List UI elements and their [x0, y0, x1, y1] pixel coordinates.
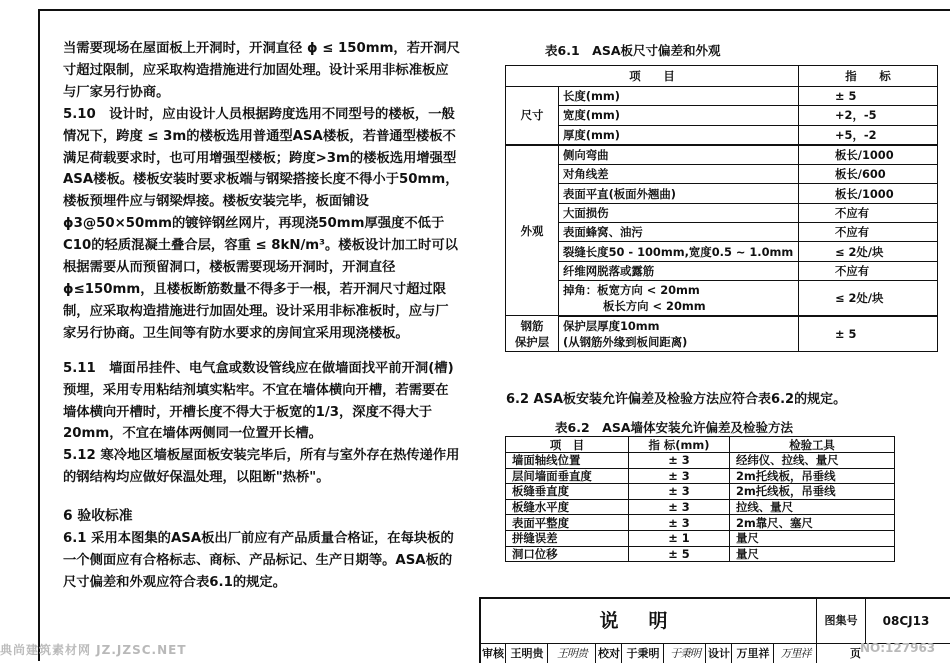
table-cell: 表面平整度 [506, 515, 629, 531]
watermark-right: NO:127963 [860, 641, 936, 655]
table-cell: 2m托线板，吊垂线 [730, 468, 895, 484]
table-cell: ± 3 [629, 484, 730, 500]
paragraph-5-11: 5.11 墙面吊挂件、电气盒或数设管线应在做墙面找平前开洞(槽)预埋，采用专用粘结剂填实粘牢。不宜在墙体横向开槽，若需要在墙体横向开槽时，开槽长度不得大于板宽的1/3，深度不得大于20mm，不宜在墙体两侧同一位置开长槽。 [63, 360, 454, 442]
table2-caption: 表6.2 ASA墙体安装允许偏差及检验方法 [555, 420, 793, 435]
table1-header-spec: 指 标 [799, 66, 938, 87]
table-cell: 不应有 [799, 261, 938, 280]
table-cell-cover-thickness [559, 316, 799, 352]
table-cell: 裂缝长度50 - 100mm,宽度0.5 ~ 1.0mm [559, 242, 799, 261]
table-cell: 量尺 [730, 546, 895, 562]
paragraph-intro: 当需要现场在屋面板上开洞时，开洞直径 ϕ ≤ 150mm，若开洞尺寸超过限制，应采取构造措施进行加固处理。设计采用非标准板应与厂家另行协商。 [63, 41, 460, 100]
table-cell-corner-loss [559, 280, 799, 316]
table-cell: 表面蜂窝、油污 [559, 223, 799, 242]
table-row [506, 515, 895, 531]
table1-dimension-appearance [505, 65, 938, 352]
checker-signature: 于秉明 [665, 644, 706, 663]
table-cell: 不应有 [799, 223, 938, 242]
paragraph-6-1: 6.1 采用本图集的ASA板出厂前应有产品质量合格证，在每块板的一个侧面应有合格标志、商标、产品标记、生产日期等。ASA板的尺寸偏差和外观应符合表6.1的规定。 [63, 531, 454, 590]
table-cell: 长度(mm) [559, 87, 799, 106]
group-name-line2: 保护层 [514, 334, 550, 349]
table-cell: ± 3 [629, 499, 730, 515]
atlas-number-label: 图集号 [817, 599, 866, 643]
left-text-column [63, 38, 461, 594]
table-cell: ± 3 [629, 453, 730, 469]
table-cell: 板缝垂直度 [506, 484, 629, 500]
table-cell: 板长/1000 [799, 184, 938, 203]
reviewer-name: 王明贵 [507, 644, 548, 663]
table-cell: 拼缝误差 [506, 530, 629, 546]
table1-group-size: 尺寸 [506, 87, 559, 145]
table-row [506, 499, 895, 515]
table-cell: 对角线差 [559, 165, 799, 184]
table1-group-appearance: 外观 [506, 145, 559, 316]
corner-loss-length: 板长方向 < 20mm [603, 298, 706, 313]
table-cell: 侧向弯曲 [559, 145, 799, 165]
cover-thickness-line1: 保护层厚度10mm [563, 318, 660, 333]
table2-header-tool: 检验工具 [730, 437, 895, 453]
table-cell: 2m靠尺、塞尺 [730, 515, 895, 531]
table-cell: 拉线、量尺 [730, 499, 895, 515]
design-label: 设计 [707, 644, 732, 663]
corner-loss-width: 掉角：板宽方向 < 20mm [563, 282, 700, 297]
table1-group-rebar-cover [506, 316, 559, 352]
frame-top-border [38, 9, 950, 11]
page-label: 页 [850, 647, 861, 660]
table-cell: ± 5 [799, 316, 938, 352]
table-cell: 宽度(mm) [559, 106, 799, 125]
table-cell: 大面损伤 [559, 203, 799, 222]
table-cell: +5，-2 [799, 125, 938, 145]
designer-name: 万里祥 [733, 644, 774, 663]
table-cell: ≤ 2处/块 [799, 280, 938, 316]
table-cell: 纤维网脱落或露筋 [559, 261, 799, 280]
table-cell: 板长/600 [799, 165, 938, 184]
table-cell: 经纬仪、拉线、量尺 [730, 453, 895, 469]
table-row [506, 546, 895, 562]
table-cell: +2，-5 [799, 106, 938, 125]
review-label: 审核 [481, 644, 506, 663]
table1-caption: 表6.1 ASA板尺寸偏差和外观 [545, 43, 721, 58]
table-cell: ± 5 [799, 87, 938, 106]
table-row [506, 468, 895, 484]
paragraph-5-12: 5.12 寒冷地区墙板屋面板安装完毕后，所有与室外存在热传递作用的钢结构均应做好保温处理，以阻断"热桥"。 [63, 448, 460, 486]
table1-header-item: 项 目 [506, 66, 799, 87]
table-cell: 表面平直(板面外翘曲) [559, 184, 799, 203]
watermark-left: 典尚建筑素材网 JZ.JZSC.NET [0, 643, 187, 657]
cover-thickness-line2: (从钢筋外缘到板间距离) [563, 334, 688, 349]
frame-left-border [38, 9, 40, 661]
table-cell: 板长/1000 [799, 145, 938, 165]
table-cell: 板缝水平度 [506, 499, 629, 515]
designer-signature: 万里祥 [775, 644, 817, 663]
table2-header-item: 项 目 [506, 437, 629, 453]
table-cell: 洞口位移 [506, 546, 629, 562]
table-row [506, 530, 895, 546]
checker-name: 于秉明 [623, 644, 664, 663]
table-cell: 层间墙面垂直度 [506, 468, 629, 484]
table-cell: 2m托线板，吊垂线 [730, 484, 895, 500]
table-cell: 不应有 [799, 203, 938, 222]
table-cell: 墙面轴线位置 [506, 453, 629, 469]
drawing-title: 说明 [481, 599, 817, 643]
note-6-2: 6.2 ASA板安装允许偏差及检验方法应符合表6.2的规定。 [506, 392, 847, 407]
table-cell: ± 3 [629, 468, 730, 484]
atlas-number: 08CJ13 [882, 614, 930, 628]
table-cell: ± 3 [629, 515, 730, 531]
reviewer-signature: 王明贵 [549, 644, 596, 663]
table-cell: 厚度(mm) [559, 125, 799, 145]
table2-installation-tolerance [505, 436, 895, 562]
table-cell: ± 1 [629, 530, 730, 546]
table2-header-spec: 指 标(mm) [629, 437, 730, 453]
table-row [506, 484, 895, 500]
table-cell: ≤ 2处/块 [799, 242, 938, 261]
table-cell: ± 5 [629, 546, 730, 562]
paragraph-5-10: 5.10 设计时，应由设计人员根据跨度选用不同型号的楼板，一般情况下，跨度 ≤ 3m的楼板选用普通型ASA楼板，若普通型楼板不满足荷载要求时，也可用增强型楼板；跨度>3m的楼板选用增强型ASA楼板。楼板安装时要求板端与钢梁搭接长度不得小于50mm，楼板预埋件应与钢梁焊接。楼板安装完毕，板面铺设ϕ3@50×50mm的镀锌钢丝网片，再现浇50mm厚强度不低于C10的轻质混凝土叠合层，容重 ≤ 8kN/m³。楼板设计加工时可以根据需要从而预留洞口，楼板需要现场开洞时，开洞直径ϕ≤150mm，且楼板断筋数量不得多于一根，若开洞尺寸超过限制，应采取构造措施进行加固处理。设计采用非标准板时，应与厂家另行协商。卫生间等有防水要求的房间宜采用现浇楼板。 [63, 106, 459, 341]
section-heading-6: 6 验收标准 [63, 508, 133, 525]
table-row [506, 453, 895, 469]
group-name-line1: 钢筋 [520, 318, 544, 333]
table-cell: 量尺 [730, 530, 895, 546]
check-label: 校对 [597, 644, 622, 663]
